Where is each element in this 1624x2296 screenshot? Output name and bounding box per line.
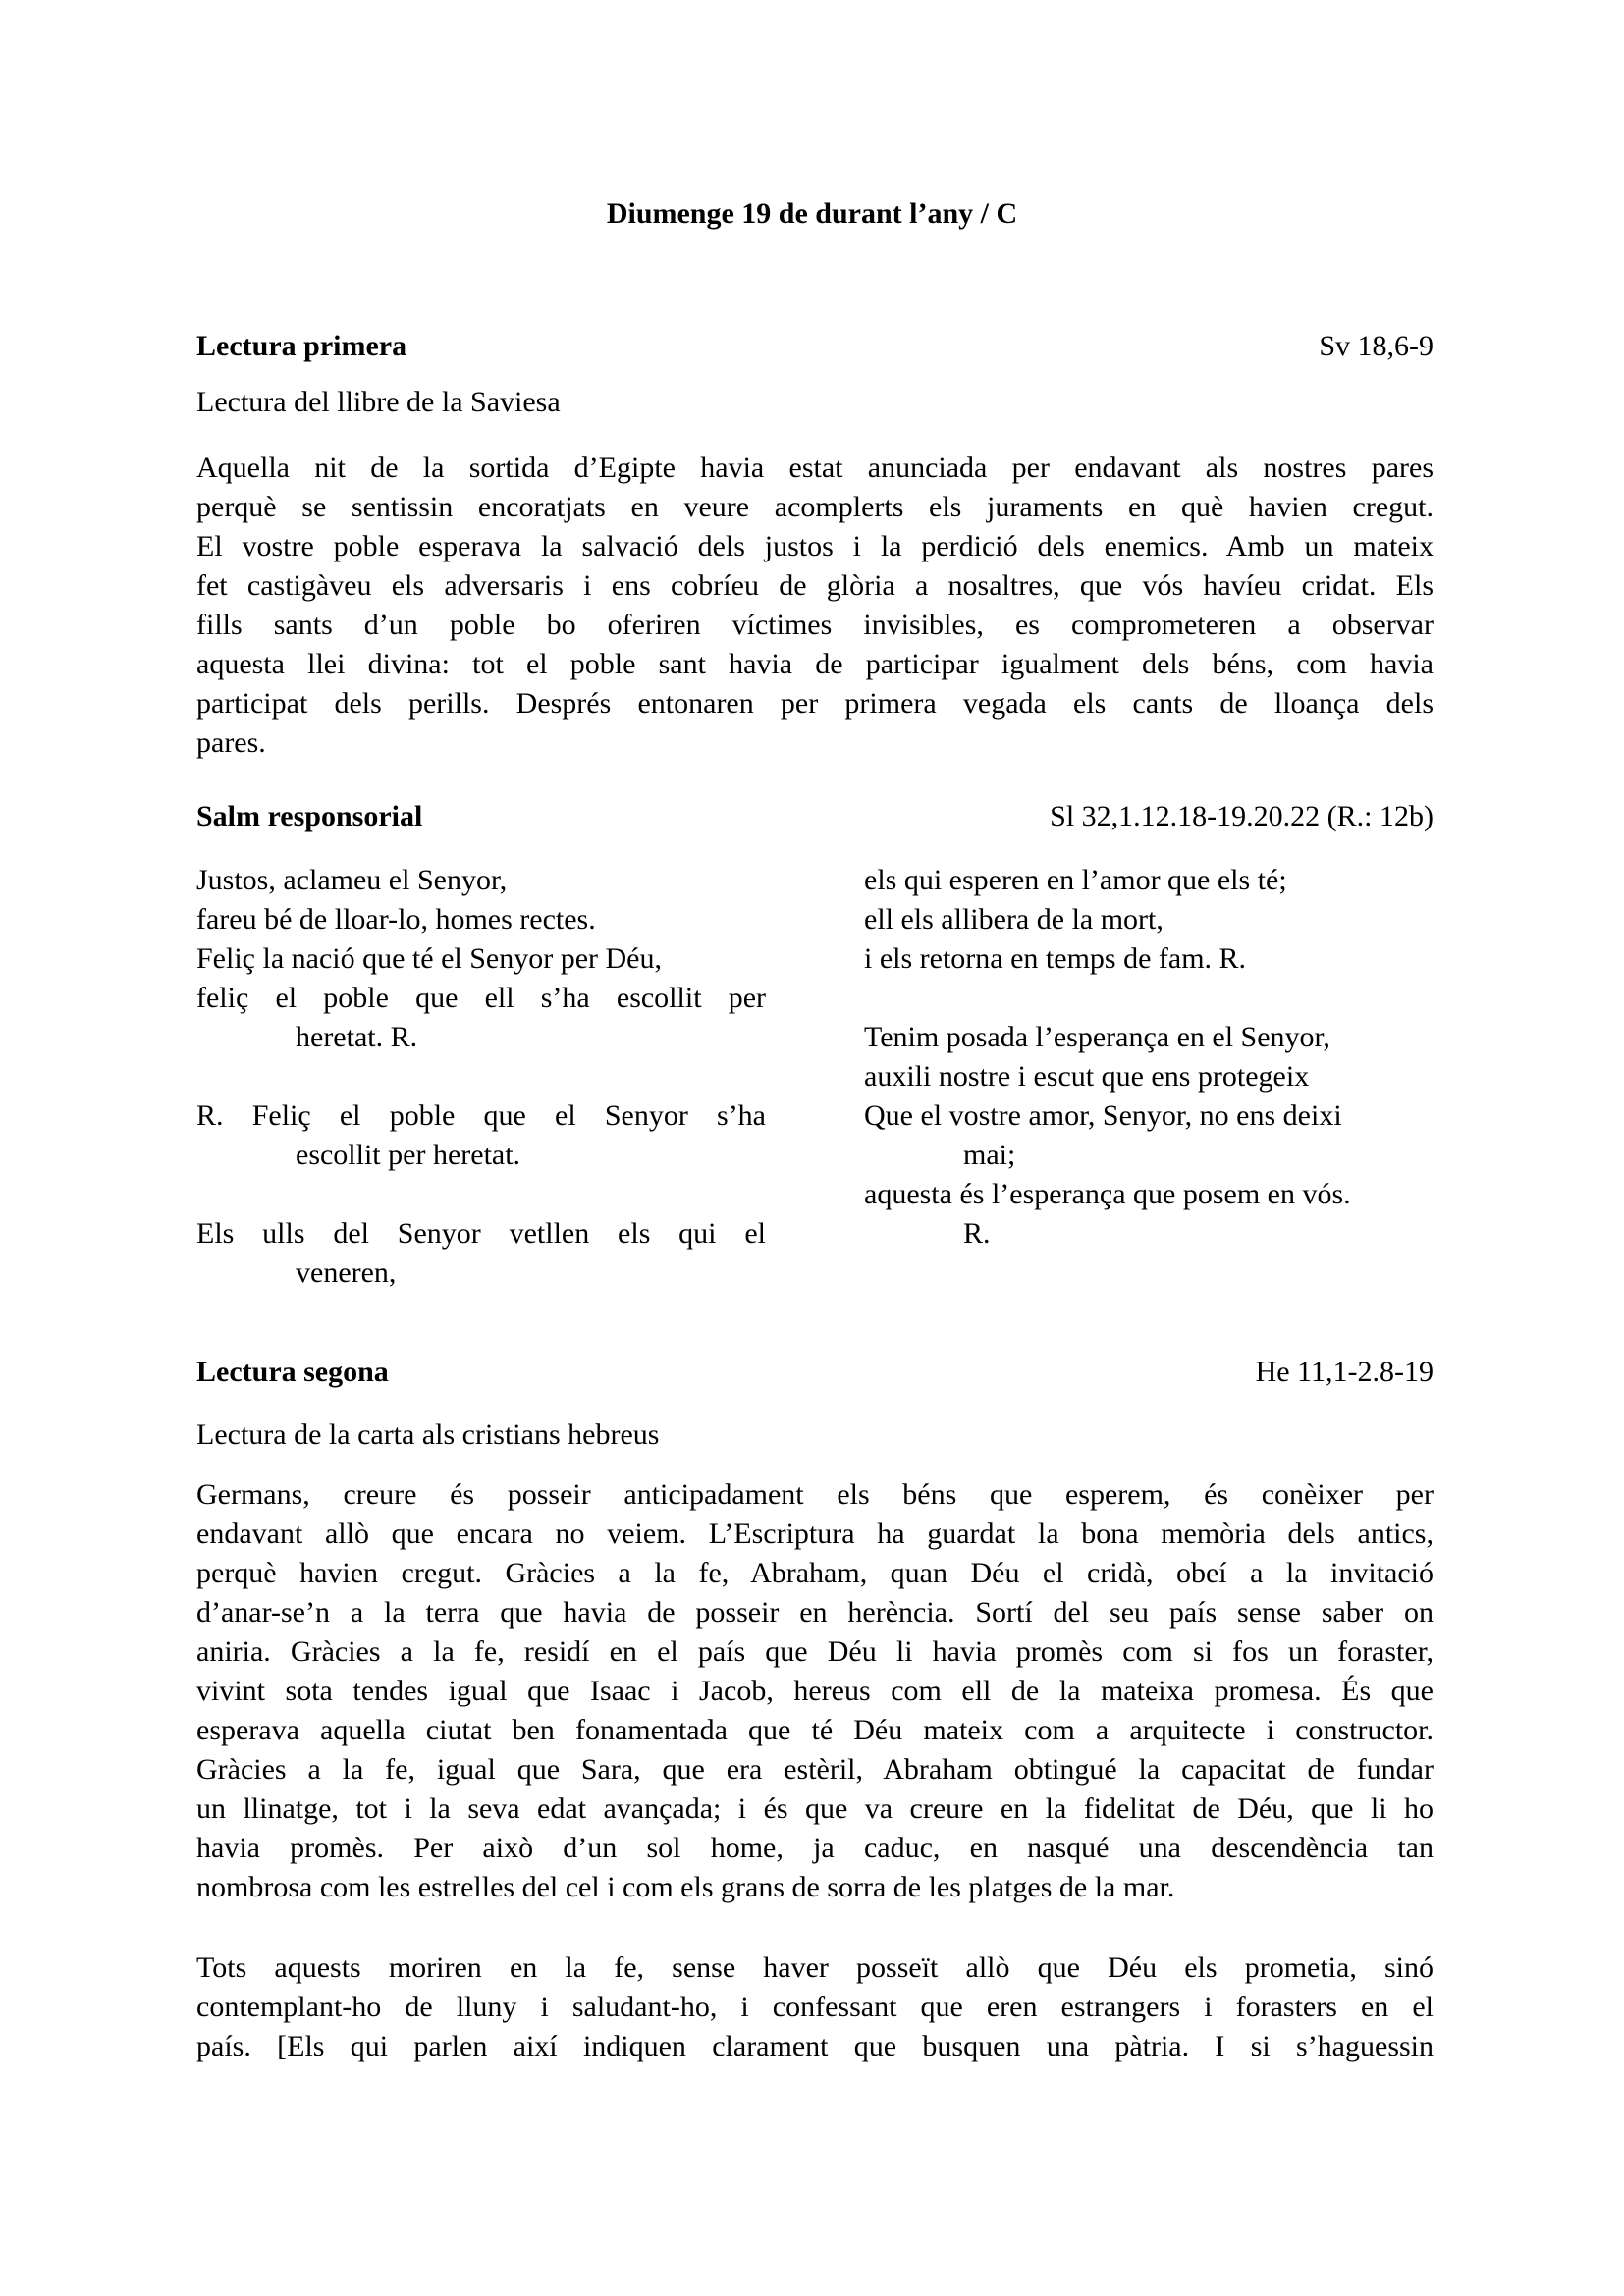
psalm-line: Tenim posada l’esperança en el Senyor, — [864, 1021, 1330, 1053]
psalm-line: Feliç la nació que té el Senyor per Déu, — [196, 942, 662, 975]
psalm-line: Justos, aclameu el Senyor, — [196, 864, 508, 896]
text-line: esperava aquella ciutat ben fonamentada que té Déu mateix com a arquitecte i constructor. — [196, 1714, 1434, 1746]
psalm-gap — [196, 1057, 766, 1096]
psalm-line: fareu bé de lloar-lo, homes rectes. — [196, 903, 596, 935]
text-line: un llinatge, tot i la seva edat avançada; i és que va creure en la fidelitat de Déu, que li ho — [196, 1792, 1434, 1825]
text-line: pares. — [196, 726, 266, 759]
text-line: vivint sota tendes igual que Isaac i Jacob, hereus com ell de la mateixa promesa. És que — [196, 1675, 1434, 1707]
psalm-line: Que el vostre amor, Senyor, no ens deixi — [864, 1099, 1342, 1132]
text-line: havia promès. Per això d’un sol home, ja caduc, en nasqué una descendència tan — [196, 1832, 1434, 1864]
text-line: Gràcies a la fe, igual que Sara, que era estèril, Abraham obtingué la capacitat de fundar — [196, 1753, 1434, 1786]
psalm-response: R. Feliç el poble que el Senyor s’ha — [196, 1099, 766, 1132]
psalm-line: R. — [963, 1217, 991, 1250]
second-reading-heading: Lectura segona — [196, 1356, 389, 1388]
psalm-line: feliç el poble que ell s’ha escollit per — [196, 982, 766, 1014]
second-reading-intro: Lectura de la carta als cristians hebreus — [196, 1418, 660, 1451]
psalm-line: veneren, — [296, 1256, 397, 1289]
text-line: fills sants d’un poble bo oferiren víctimes invisibles, es comprometeren a observar — [196, 609, 1434, 641]
psalm-gap — [864, 979, 1434, 1018]
text-line: fet castigàveu els adversaris i ens cobríeu de glòria a nosaltres, que vós havíeu cridat. Els — [196, 569, 1434, 602]
psalm-line: i els retorna en temps de fam. R. — [864, 942, 1247, 975]
text-line: El vostre poble esperava la salvació dels justos i la perdició dels enemics. Amb un mateix — [196, 530, 1434, 562]
first-reading-reference: Sv 18,6-9 — [1319, 330, 1434, 362]
second-reading-reference: He 11,1-2.8-19 — [1255, 1356, 1434, 1388]
psalm-right-column — [864, 861, 1434, 1254]
text-line: Germans, creure és posseir anticipadament els béns que esperem, és conèixer per — [196, 1478, 1434, 1511]
psalm-reference: Sl 32,1.12.18-19.20.22 (R.: 12b) — [1050, 800, 1434, 832]
psalm-header — [196, 797, 1434, 836]
text-line: contemplant-ho de lluny i saludant-ho, i confessant que eren estrangers i forasters en el — [196, 1991, 1434, 2023]
first-reading-intro: Lectura del llibre de la Saviesa — [196, 386, 561, 418]
text-line: aquesta llei divina: tot el poble sant havia de participar igualment dels béns, com havia — [196, 648, 1434, 680]
first-reading-text — [196, 449, 1434, 763]
psalm-line: els qui esperen en l’amor que els té; — [864, 864, 1287, 896]
psalm-line: auxili nostre i escut que ens protegeix — [864, 1060, 1310, 1093]
psalm-left-column — [196, 861, 766, 1293]
psalm-response-cont: escollit per heretat. — [296, 1139, 521, 1171]
second-reading-paragraph-2 — [196, 1949, 1434, 2066]
psalm-heading: Salm responsorial — [196, 800, 423, 832]
psalm-line: Els ulls del Senyor vetllen els qui el — [196, 1217, 766, 1250]
psalm-line: heretat. R. — [296, 1021, 418, 1053]
second-reading-paragraph-1 — [196, 1475, 1434, 1907]
text-line: d’anar-se’n a la terra que havia de posseir en herència. Sortí del seu país sense saber on — [196, 1596, 1434, 1629]
psalm-line: mai; — [963, 1139, 1016, 1171]
text-line: Tots aquests moriren en la fe, sense haver posseït allò que Déu els prometia, sinó — [196, 1951, 1434, 1984]
text-line: aniria. Gràcies a la fe, residí en el país que Déu li havia promès com si fos un foraster, — [196, 1635, 1434, 1668]
page-title: Diumenge 19 de durant l’any / C — [606, 197, 1018, 230]
text-line: país. [Els qui parlen així indiquen clarament que busquen una pàtria. I si s’haguessin — [196, 2030, 1434, 2062]
text-line: Aquella nit de la sortida d’Egipte havia estat anunciada per endavant als nostres pares — [196, 452, 1434, 484]
first-reading-header — [196, 327, 1434, 366]
text-line: perquè havien cregut. Gràcies a la fe, Abraham, quan Déu el cridà, obeí a la invitació — [196, 1557, 1434, 1589]
second-reading-header — [196, 1353, 1434, 1392]
text-line: endavant allò que encara no veiem. L’Escriptura ha guardat la bona memòria dels antics, — [196, 1518, 1434, 1550]
psalm-line: ell els allibera de la mort, — [864, 903, 1164, 935]
text-line: nombrosa com les estrelles del cel i com els grans de sorra de les platges de la mar. — [196, 1871, 1175, 1903]
text-line: perquè se sentissin encoratjats en veure acomplerts els juraments en què havien cregut. — [196, 491, 1434, 523]
psalm-gap — [196, 1175, 766, 1214]
psalm-line: aquesta és l’esperança que posem en vós. — [864, 1178, 1351, 1210]
text-line: participat dels perills. Després entonaren per primera vegada els cants de lloança dels — [196, 687, 1434, 720]
first-reading-heading: Lectura primera — [196, 330, 407, 362]
